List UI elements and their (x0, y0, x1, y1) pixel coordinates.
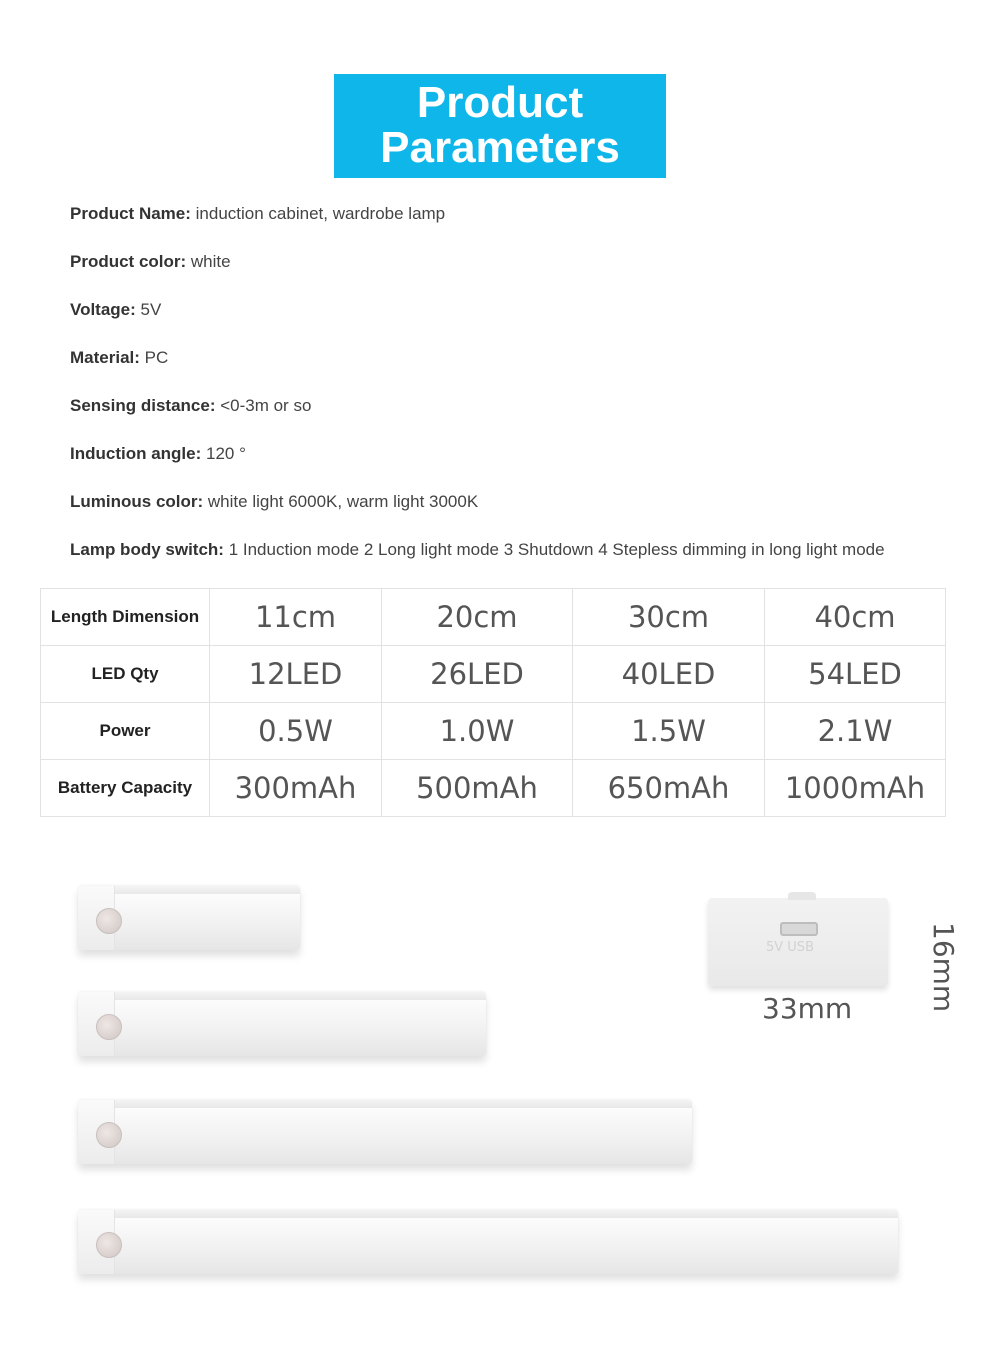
width-dimension: 33mm (762, 992, 853, 1025)
port-label: 5V USB (766, 940, 814, 955)
row-header: LED Qty (41, 646, 210, 703)
param-value: white light 6000K, warm light 3000K (207, 492, 479, 511)
lamp-end-view (708, 898, 888, 986)
parameter-list (70, 202, 970, 586)
sensor-icon (96, 1232, 122, 1258)
table-cell: 500mAh (382, 760, 573, 817)
table-cell: 1.0W (382, 703, 573, 760)
usb-port-icon (780, 922, 818, 936)
param-product-color (70, 250, 970, 298)
row-header: Power (41, 703, 210, 760)
sensor-icon (96, 908, 122, 934)
param-value: 120 ° (206, 444, 246, 463)
param-value: 1 Induction mode 2 Long light mode 3 Shutdown 4 Stepless dimming in long light mode (228, 540, 885, 559)
table-cell: 1000mAh (765, 760, 946, 817)
param-induction-angle (70, 442, 970, 490)
title-line-1: Product (416, 78, 584, 127)
table-row (41, 760, 946, 817)
param-sensing-distance (70, 394, 970, 442)
row-header: Length Dimension (41, 589, 210, 646)
height-dimension: 16mm (927, 922, 960, 1013)
table-cell: 40LED (573, 646, 765, 703)
param-value: <0-3m or so (220, 396, 312, 415)
page-title (334, 74, 666, 178)
lamp-bar-30cm (78, 1100, 692, 1164)
lamp-bar-20cm (78, 992, 486, 1056)
param-label: Luminous color: (70, 492, 204, 511)
table-cell: 11cm (210, 589, 382, 646)
param-label: Product color: (70, 252, 187, 271)
param-label: Induction angle: (70, 444, 202, 463)
param-value: 5V (140, 300, 162, 319)
table-cell: 12LED (210, 646, 382, 703)
table-cell: 2.1W (765, 703, 946, 760)
table-cell: 54LED (765, 646, 946, 703)
param-label: Sensing distance: (70, 396, 216, 415)
title-line-2: Parameters (380, 123, 620, 172)
table-cell: 26LED (382, 646, 573, 703)
sensor-icon (96, 1122, 122, 1148)
spec-table (40, 588, 946, 817)
param-label: Lamp body switch: (70, 540, 224, 559)
param-value: PC (144, 348, 169, 367)
param-label: Product Name: (70, 204, 191, 223)
table-cell: 0.5W (210, 703, 382, 760)
table-cell: 300mAh (210, 760, 382, 817)
table-cell: 650mAh (573, 760, 765, 817)
param-product-name (70, 202, 970, 250)
table-row (41, 589, 946, 646)
lamp-bar-11cm (78, 886, 300, 950)
param-material (70, 346, 970, 394)
sensor-icon (96, 1014, 122, 1040)
param-value: induction cabinet, wardrobe lamp (195, 204, 446, 223)
param-value: white (190, 252, 231, 271)
param-luminous-color (70, 490, 970, 538)
table-cell: 40cm (765, 589, 946, 646)
param-label: Material: (70, 348, 140, 367)
table-cell: 20cm (382, 589, 573, 646)
table-cell: 30cm (573, 589, 765, 646)
param-lamp-body-switch (70, 538, 970, 586)
param-label: Voltage: (70, 300, 136, 319)
table-cell: 1.5W (573, 703, 765, 760)
lamp-bar-40cm (78, 1210, 898, 1274)
table-row (41, 703, 946, 760)
table-row (41, 646, 946, 703)
param-voltage (70, 298, 970, 346)
row-header: Battery Capacity (41, 760, 210, 817)
